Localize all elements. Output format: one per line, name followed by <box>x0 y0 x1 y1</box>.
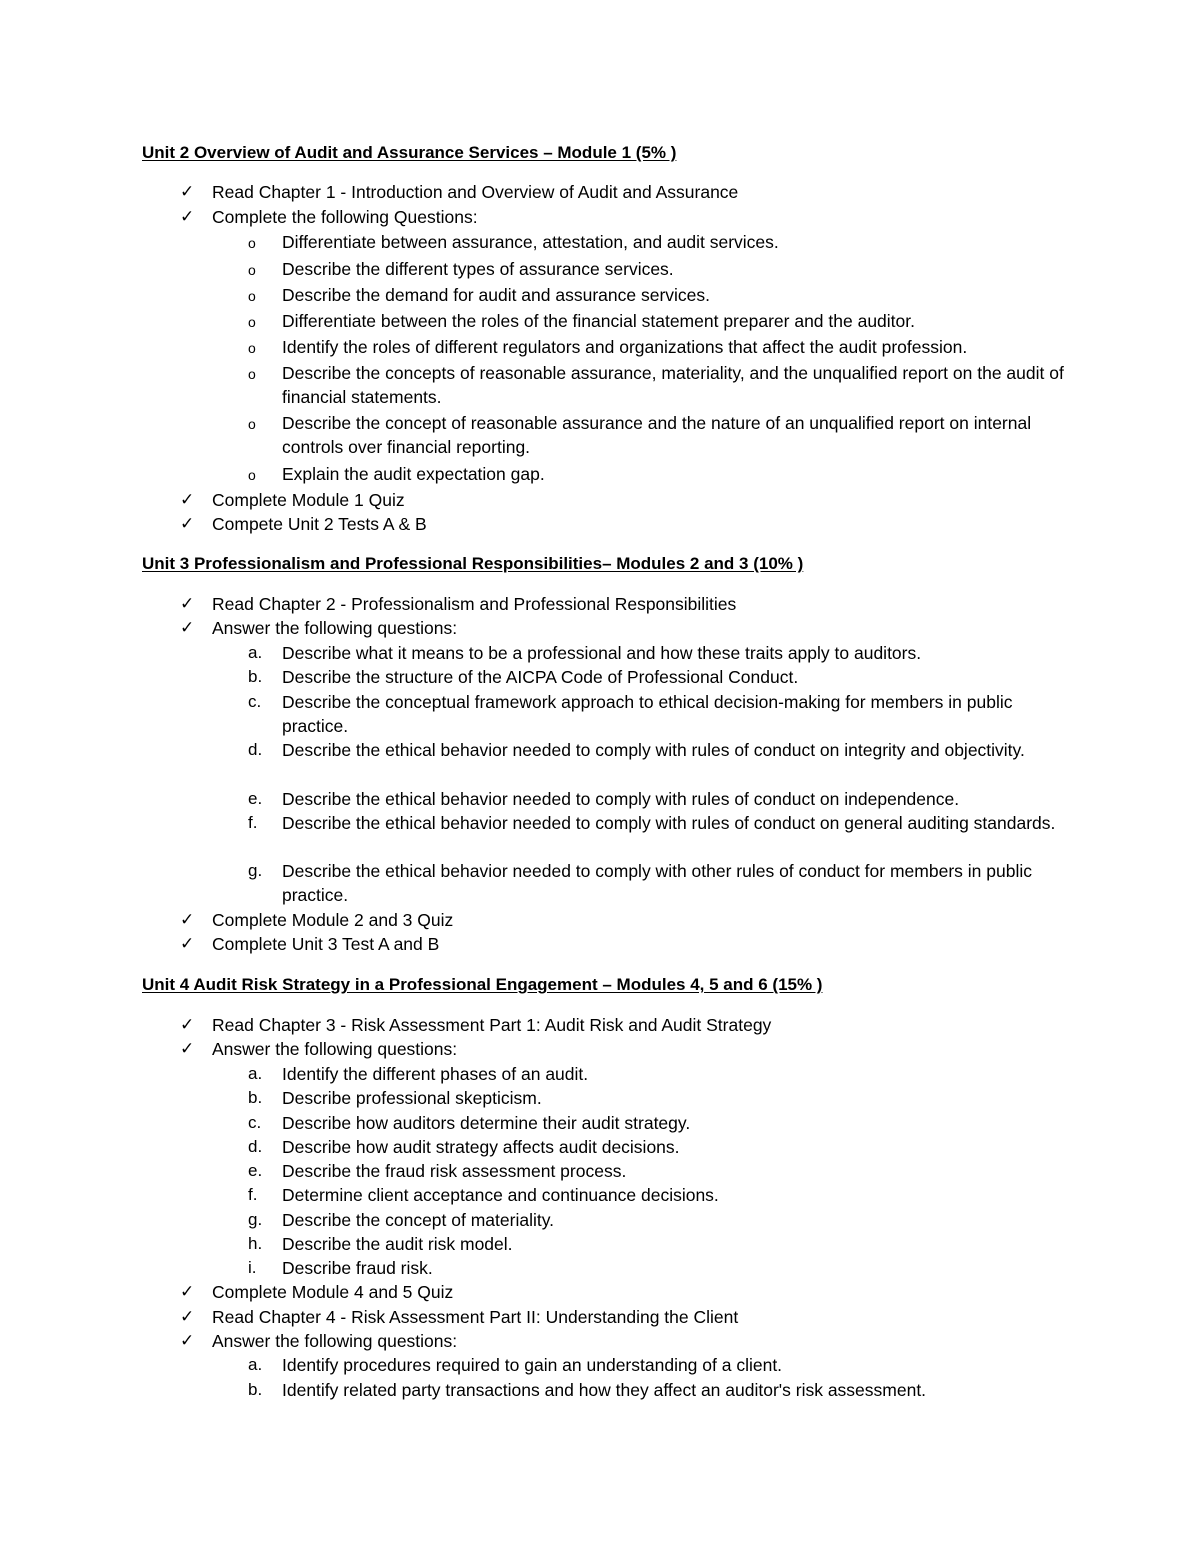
sub-item-text: Describe the concept of materiality. <box>282 1210 555 1230</box>
sub-item-text: Describe the conceptual framework approach to ethical decision-making for members in public practice. <box>282 692 1013 736</box>
checklist-item: Compete Unit 2 Tests A & B <box>212 514 427 534</box>
checklist-item: Read Chapter 4 - Risk Assessment Part II: Understanding the Client <box>212 1307 739 1327</box>
sub-item-text: Differentiate between assurance, attestation, and audit services. <box>282 232 779 252</box>
sub-item-marker: o <box>248 262 256 278</box>
sub-item-marker: b. <box>248 1088 263 1107</box>
sub-item-marker: i. <box>248 1258 257 1277</box>
sub-item-text: Describe the demand for audit and assurance services. <box>282 285 711 305</box>
sub-item-marker: e. <box>248 789 263 808</box>
checkmark-icon: ✓ <box>180 207 195 226</box>
sub-item-marker: f. <box>248 813 258 832</box>
sub-item-text: Describe what it means to be a professional and how these traits apply to auditors. <box>282 643 922 663</box>
checklist-item: Answer the following questions: <box>212 1039 458 1059</box>
sub-item-marker: c. <box>248 692 262 711</box>
checklist-item: Complete Unit 3 Test A and B <box>212 934 440 954</box>
sub-item-marker: a. <box>248 1355 263 1374</box>
sub-item-marker: o <box>248 416 256 432</box>
sub-item-marker: b. <box>248 667 263 686</box>
checklist-item: Answer the following questions: <box>212 618 458 638</box>
checkmark-icon: ✓ <box>180 514 195 533</box>
checklist-item: Read Chapter 1 - Introduction and Overview of Audit and Assurance <box>212 182 739 202</box>
sub-item-text: Describe fraud risk. <box>282 1258 433 1278</box>
unit-3-heading: Unit 3 Professionalism and Professional Responsibilities– Modules 2 and 3 (10% ) <box>142 554 804 573</box>
checkmark-icon: ✓ <box>180 1282 195 1301</box>
sub-item-marker: d. <box>248 740 263 759</box>
sub-item-marker: g. <box>248 1210 263 1229</box>
sub-item-marker: o <box>248 340 256 356</box>
sub-item-marker: o <box>248 314 256 330</box>
unit-2-heading: Unit 2 Overview of Audit and Assurance Services – Module 1 (5% ) <box>142 143 677 162</box>
unit-4-heading: Unit 4 Audit Risk Strategy in a Professional Engagement – Modules 4, 5 and 6 (15% ) <box>142 975 823 994</box>
checkmark-icon: ✓ <box>180 934 195 953</box>
checkmark-icon: ✓ <box>180 182 195 201</box>
sub-item-text: Describe the ethical behavior needed to comply with other rules of conduct for members in public practice. <box>282 861 1032 905</box>
sub-item-text: Explain the audit expectation gap. <box>282 464 545 484</box>
sub-item-text: Identify procedures required to gain an understanding of a client. <box>282 1355 783 1375</box>
sub-item-marker: d. <box>248 1137 263 1156</box>
sub-item-text: Determine client acceptance and continuance decisions. <box>282 1185 719 1205</box>
checklist-item: Read Chapter 3 - Risk Assessment Part 1: Audit Risk and Audit Strategy <box>212 1015 772 1035</box>
sub-item-text: Identify related party transactions and how they affect an auditor's risk assessment. <box>282 1380 927 1400</box>
sub-item-text: Describe the fraud risk assessment process. <box>282 1161 627 1181</box>
sub-item-text: Identify the different phases of an audit. <box>282 1064 589 1084</box>
sub-item-text: Describe the concept of reasonable assurance and the nature of an unqualified report on internal controls over financial reporting. <box>282 413 1032 457</box>
sub-item-marker: a. <box>248 1064 263 1083</box>
sub-item-text: Describe the concepts of reasonable assurance, materiality, and the unqualified report on the audit of financial statements. <box>282 363 1064 407</box>
sub-item-marker: g. <box>248 861 263 880</box>
checklist-item: Complete Module 1 Quiz <box>212 490 405 510</box>
sub-item-text: Describe the audit risk model. <box>282 1234 513 1254</box>
checklist-item: Answer the following questions: <box>212 1331 458 1351</box>
sub-item-marker: c. <box>248 1113 262 1132</box>
sub-item-text: Differentiate between the roles of the financial statement preparer and the auditor. <box>282 311 915 331</box>
sub-item-marker: a. <box>248 643 263 662</box>
checkmark-icon: ✓ <box>180 910 195 929</box>
sub-item-marker: b. <box>248 1380 263 1399</box>
sub-item-text: Describe the ethical behavior needed to comply with rules of conduct on general auditing standards. <box>282 813 1056 833</box>
checkmark-icon: ✓ <box>180 490 195 509</box>
sub-item-text: Describe the ethical behavior needed to comply with rules of conduct on independence. <box>282 789 960 809</box>
sub-item-text: Describe professional skepticism. <box>282 1088 542 1108</box>
checkmark-icon: ✓ <box>180 594 195 613</box>
checkmark-icon: ✓ <box>180 1015 195 1034</box>
sub-item-text: Describe the structure of the AICPA Code of Professional Conduct. <box>282 667 799 687</box>
checkmark-icon: ✓ <box>180 1331 195 1350</box>
sub-item-marker: o <box>248 288 256 304</box>
sub-item-text: Identify the roles of different regulators and organizations that affect the audit profession. <box>282 337 968 357</box>
checklist-item: Complete Module 2 and 3 Quiz <box>212 910 454 930</box>
checklist-item: Complete Module 4 and 5 Quiz <box>212 1282 454 1302</box>
sub-item-text: Describe the different types of assurance services. <box>282 259 674 279</box>
sub-item-marker: o <box>248 467 256 483</box>
sub-item-text: Describe how audit strategy affects audit decisions. <box>282 1137 680 1157</box>
checklist-item: Read Chapter 2 - Professionalism and Professional Responsibilities <box>212 594 737 614</box>
sub-item-marker: o <box>248 366 256 382</box>
sub-item-marker: o <box>248 235 256 251</box>
checkmark-icon: ✓ <box>180 1039 195 1058</box>
sub-item-marker: h. <box>248 1234 263 1253</box>
sub-item-marker: e. <box>248 1161 263 1180</box>
checkmark-icon: ✓ <box>180 1307 195 1326</box>
checklist-item: Complete the following Questions: <box>212 207 478 227</box>
sub-item-marker: f. <box>248 1185 258 1204</box>
sub-item-text: Describe the ethical behavior needed to comply with rules of conduct on integrity and objectivity. <box>282 740 1025 760</box>
sub-item-text: Describe how auditors determine their audit strategy. <box>282 1113 691 1133</box>
checkmark-icon: ✓ <box>180 618 195 637</box>
